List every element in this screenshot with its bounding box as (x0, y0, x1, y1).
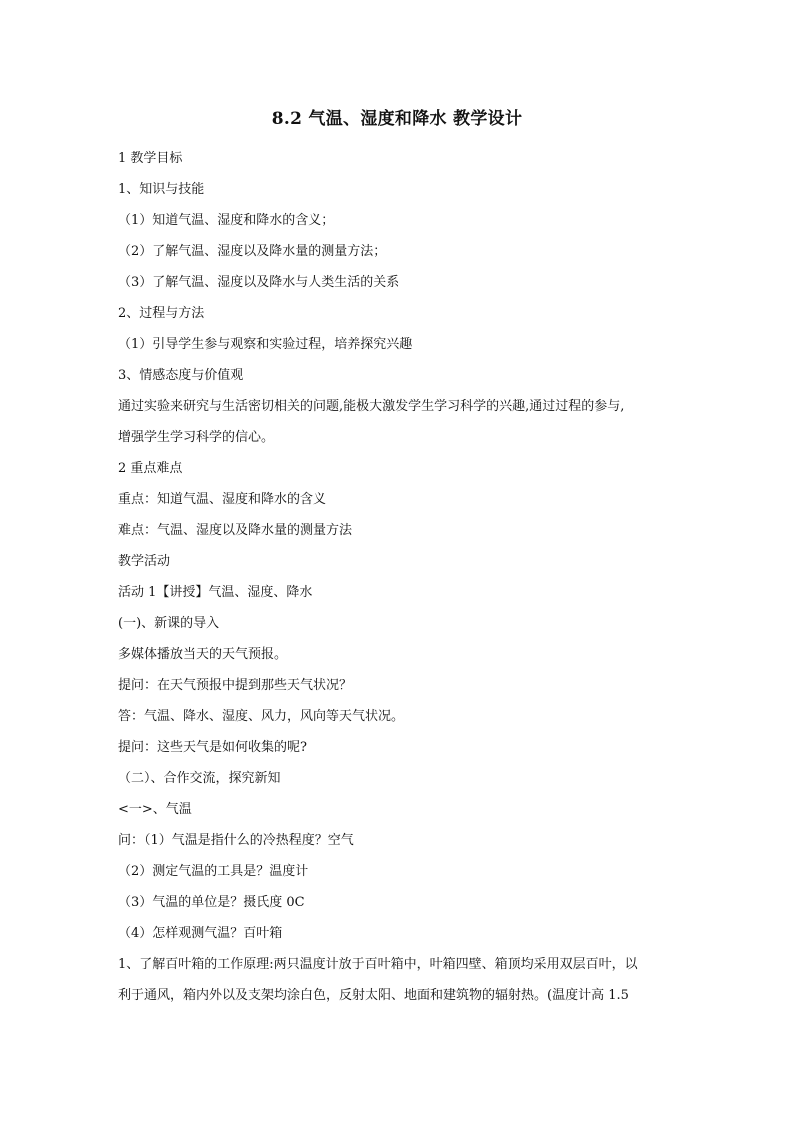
question-line: 提问：这些天气是如何收集的呢? (118, 740, 307, 755)
answer-line: 答：气温、降水、湿度、风力，风向等天气状况。 (118, 709, 405, 724)
section-heading: （二）、合作交流，探究新知 (118, 771, 281, 786)
document-title: 8.2 气温、湿度和降水 教学设计 (271, 109, 523, 129)
paragraph-line: 通过实验来研究与生活密切相关的问题,能极大激发学生学习科学的兴趣,通过过程的参与, (118, 399, 625, 414)
heading-key-difficulties: 2 重点难点 (118, 461, 183, 476)
question-line: （3）气温的单位是？摄氏度 0C (118, 895, 305, 910)
paragraph-line: 增强学生学习科学的信心。 (118, 430, 275, 445)
question-line: （2）测定气温的工具是？温度计 (118, 864, 309, 879)
paragraph-line: 多媒体播放当天的天气预报。 (118, 647, 288, 662)
heading-teaching-activities: 教学活动 (118, 554, 171, 569)
heading-teaching-goals: 1 教学目标 (118, 151, 183, 166)
question-line: 提问：在天气预报中提到那些天气状况？ (118, 678, 353, 693)
section-heading: <一>、气温 (118, 802, 192, 817)
paragraph-line: 利于通风，箱内外以及支架均涂白色，反射太阳、地面和建筑物的辐射热。(温度计高 1.5 (118, 988, 629, 1003)
activity-title: 活动 1【讲授】气温、湿度、降水 (118, 585, 313, 600)
difficult-point: 难点：气温、湿度以及降水量的测量方法 (118, 523, 353, 538)
section-heading: (一)、新课的导入 (118, 616, 220, 631)
goal-item: （3）了解气温、湿度以及降水与人类生活的关系 (118, 275, 400, 290)
goal-item: （2）了解气温、湿度以及降水量的测量方法； (118, 244, 387, 259)
question-line: （4）怎样观测气温？百叶箱 (118, 926, 283, 941)
goal-item: （1）引导学生参与观察和实验过程，培养探究兴趣 (118, 337, 413, 352)
subheading-process-methods: 2、过程与方法 (118, 306, 205, 321)
document-body (118, 143, 678, 1011)
question-line: 问：（1）气温是指什么的冷热程度？空气 (118, 833, 354, 848)
key-point: 重点：知道气温、湿度和降水的含义 (118, 492, 327, 507)
goal-item: （1）知道气温、湿度和降水的含义； (118, 213, 335, 228)
subheading-attitudes-values: 3、情感态度与价值观 (118, 368, 244, 383)
paragraph-line: 1、了解百叶箱的工作原理:两只温度计放于百叶箱中，叶箱四壁、箱顶均采用双层百叶，以 (118, 957, 638, 972)
subheading-knowledge-skills: 1、知识与技能 (118, 182, 205, 197)
